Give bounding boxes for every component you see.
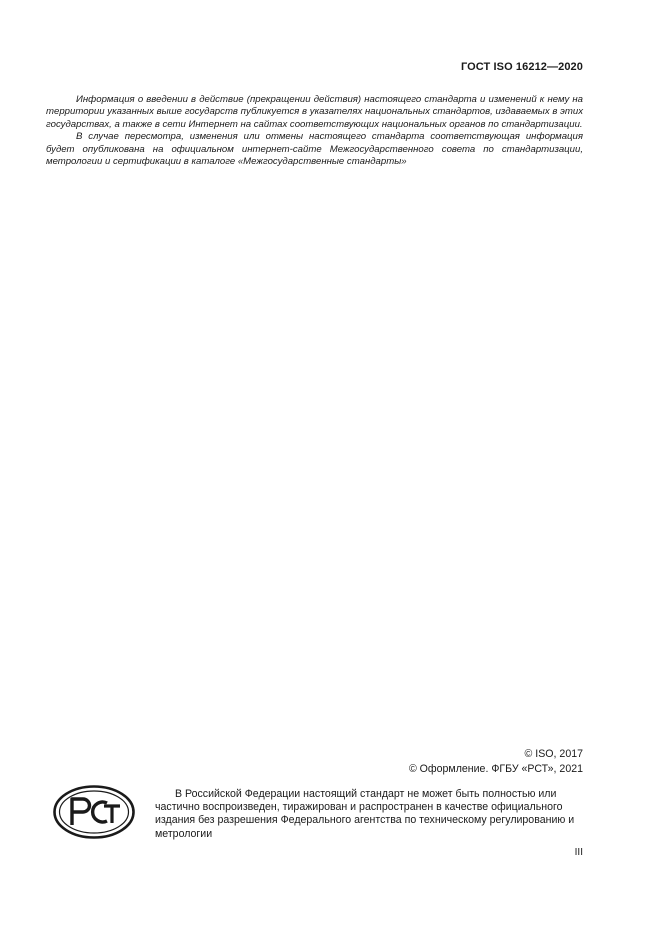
copyright-design: © Оформление. ФГБУ «РСТ», 2021 — [408, 762, 583, 775]
legal-notice-text: В Российской Федерации настоящий стандарт не может быть полностью или частично воспроизведен, тиражирован и распространен в качестве официального издания без разрешения Федерального агентства по техническому регулированию и метрологии — [155, 788, 575, 840]
page-number: III — [574, 847, 583, 858]
info-block — [46, 94, 583, 168]
standard-code-header: ГОСТ ISO 16212—2020 — [460, 61, 583, 73]
info-paragraph-revision: В случае пересмотра, изменения или отмены настоящего стандарта соответствующая информация будет опубликована на официальном интернет-сайте Межгосударственного совета по стандартизации, метрологии и сертификации в каталоге «Межгосударственные стандарты» — [46, 131, 583, 168]
copyright-block — [409, 747, 583, 776]
rst-certification-mark-icon — [53, 785, 135, 839]
info-paragraph-introduction: Информация о введении в действие (прекращении действия) настоящего стандарта и изменений к нему на территории указанных выше государств публикуется в указателях национальных стандартов, издаваемых в этих государствах, а также в сети Интернет на сайтах соответствующих национальных органов по стандартизации. — [46, 94, 583, 130]
copyright-iso: © ISO, 2017 — [524, 748, 583, 760]
legal-notice — [155, 788, 585, 841]
